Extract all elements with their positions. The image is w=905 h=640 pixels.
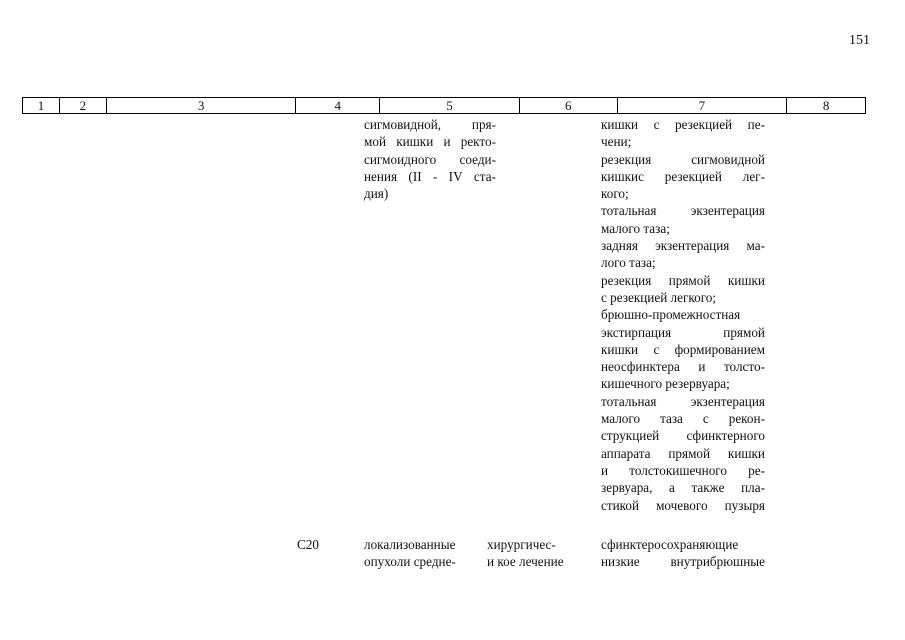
column-header-2: 2 [60, 98, 107, 113]
text-line: сфинктеросохраняющие [601, 537, 739, 552]
text-line: зервуара, а также пла- [601, 480, 765, 496]
row2-col7-treatment-text [601, 536, 765, 571]
text-line: тотальная экзентерация [601, 203, 765, 219]
row2-col6-treatment-type-text [487, 536, 585, 571]
text-line: неосфинктера и толсто- [601, 359, 765, 375]
text-line: опухоли средне- [364, 554, 456, 570]
text-line: низкие внутрибрюшные [601, 554, 765, 570]
text-line: мой кишки и ректо- [364, 134, 496, 150]
text-line: и толстокишечного ре- [601, 462, 765, 478]
text-line: лого таза; [601, 255, 656, 271]
row1-col7-treatment-text [601, 116, 765, 514]
column-header-5: 5 [380, 98, 520, 113]
text-line: брюшно-промежностная [601, 307, 741, 323]
text-line: сигмоидного соеди- [364, 151, 496, 167]
text-line: кишки с резекцией пе- [601, 117, 765, 132]
column-header-8: 8 [822, 98, 830, 113]
text-line: локализованные [364, 537, 456, 552]
text-line: кишкис резекцией лег- [601, 168, 765, 184]
row2-col4-code: С20 [297, 537, 319, 552]
text-line: кишки с формированием [601, 341, 765, 357]
text-line: сигмовидной, пря- [364, 117, 496, 132]
text-line: нения (II - IV ста- [364, 168, 496, 184]
text-line: экстирпация прямой [601, 324, 765, 340]
text-line: дия) [364, 186, 389, 202]
text-line: с резекцией легкого; [601, 289, 717, 305]
text-line: задняя экзентерация ма- [601, 238, 765, 254]
row2-col5-diagnosis-text [364, 536, 496, 571]
text-line: резекция прямой кишки [601, 272, 765, 288]
column-header-4: 4 [296, 98, 380, 113]
text-line: кишечного резервуара; [601, 376, 730, 392]
column-header-7: 7 [618, 98, 788, 113]
text-line: резекция сигмовидной [601, 151, 765, 167]
column-header-6: 6 [520, 98, 618, 113]
text-line: стикой мочевого пузыря [601, 497, 765, 513]
text-line: малого таза с рекон- [601, 411, 765, 427]
text-line: и кое лечение [487, 554, 564, 570]
text-line: хирургичес- [487, 537, 556, 552]
text-line: малого таза; [601, 220, 670, 236]
text-line: аппарата прямой кишки [601, 445, 765, 461]
text-line: струкцией сфинктерного [601, 428, 765, 444]
text-line: чени; [601, 134, 632, 150]
page-number: 151 [849, 33, 870, 48]
text-line: кого; [601, 186, 629, 202]
table-header-row [22, 97, 866, 114]
row1-col5-diagnosis-text [364, 116, 496, 202]
column-header-3: 3 [107, 98, 297, 113]
column-header-1: 1 [23, 98, 60, 113]
text-line: тотальная экзентерация [601, 393, 765, 409]
